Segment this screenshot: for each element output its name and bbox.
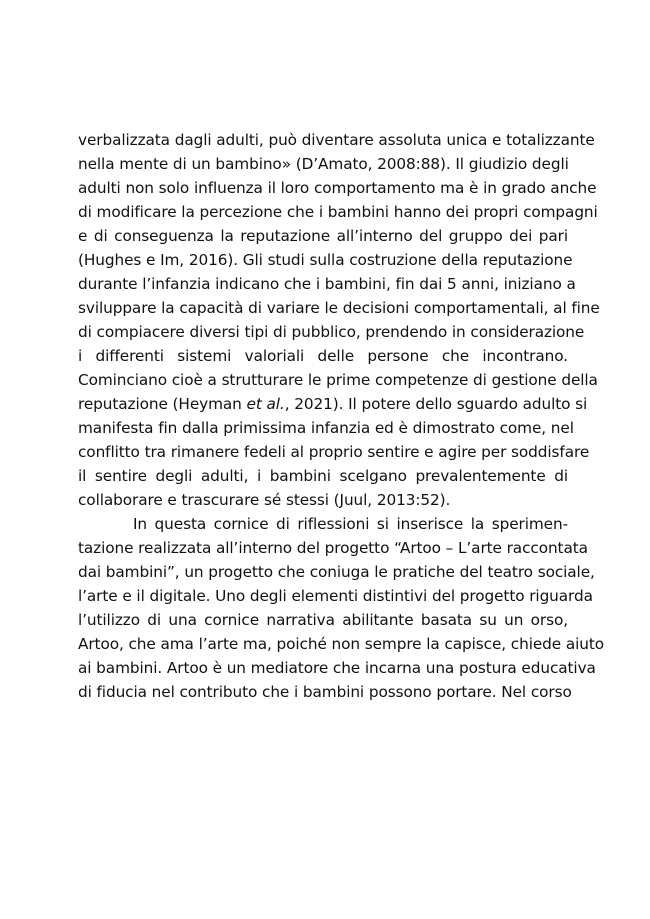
body-line: verbalizzata dagli adulti, può diventare assoluta unica e totalizzante [78,131,595,149]
body-line: Cominciano cioè a strutturare le prime competenze di gestione della [78,371,598,389]
body-line: di fiducia nel contributo che i bambini possono portare. Nel corso [78,683,572,701]
body-line: (Hughes e Im, 2016). Gli studi sulla costruzione della reputazione [78,251,573,269]
body-line-citation [78,392,588,416]
body-line: manifesta fin dalla primissima infanzia ed è dimostrato come, nel [78,419,574,437]
body-line: ai bambini. Artoo è un mediatore che incarna una postura educativa [78,659,596,677]
body-line: dai bambini”, un progetto che coniuga le pratiche del teatro sociale, [78,563,595,581]
body-line: collaborare e trascurare sé stessi (Juul, 2013:52). [78,491,451,509]
body-line: conflitto tra rimanere fedeli al proprio sentire e agire per soddisfare [78,443,590,461]
body-line: di compiacere diversi tipi di pubblico, prendendo in considerazione [78,323,585,341]
body-line: e di conseguenza la reputazione all’interno del gruppo dei pari [78,227,568,245]
body-line: Artoo, che ama l’arte ma, poiché non sempre la capisce, chiede aiuto [78,635,605,653]
body-line: durante l’infanzia indicano che i bambini, fin dai 5 anni, iniziano a [78,275,576,293]
body-line: tazione realizzata all’interno del progetto “Artoo – L’arte raccontata [78,539,588,557]
body-line: nella mente di un bambino» (D’Amato, 2008:88). Il giudizio degli [78,155,569,173]
body-line: sviluppare la capacità di variare le decisioni comportamentali, al fine [78,299,600,317]
body-line: il sentire degli adulti, i bambini scelgano prevalentemente di [78,467,568,485]
body-line [78,604,568,628]
body-line: i differenti sistemi valoriali delle persone che incontrano. [78,347,568,365]
body-line: adulti non solo influenza il loro comportamento ma è in grado anche [78,179,597,197]
body-line: l’arte e il digitale. Uno degli elementi distintivi del progetto riguarda [78,587,593,605]
citation-text: reputazione (Heyman [78,395,247,413]
citation-italic: et al. [246,395,285,413]
body-line: l’utilizzo di una cornice narrativa abilitante basata su un orso, [78,611,568,629]
paragraph-first-line: In questa cornice di riflessioni si inserisce la sperimen- [133,515,568,533]
body-line: di modificare la percezione che i bambini hanno dei propri compagni [78,203,598,221]
citation-text: , 2021). Il potere dello sguardo adulto si [284,395,588,413]
